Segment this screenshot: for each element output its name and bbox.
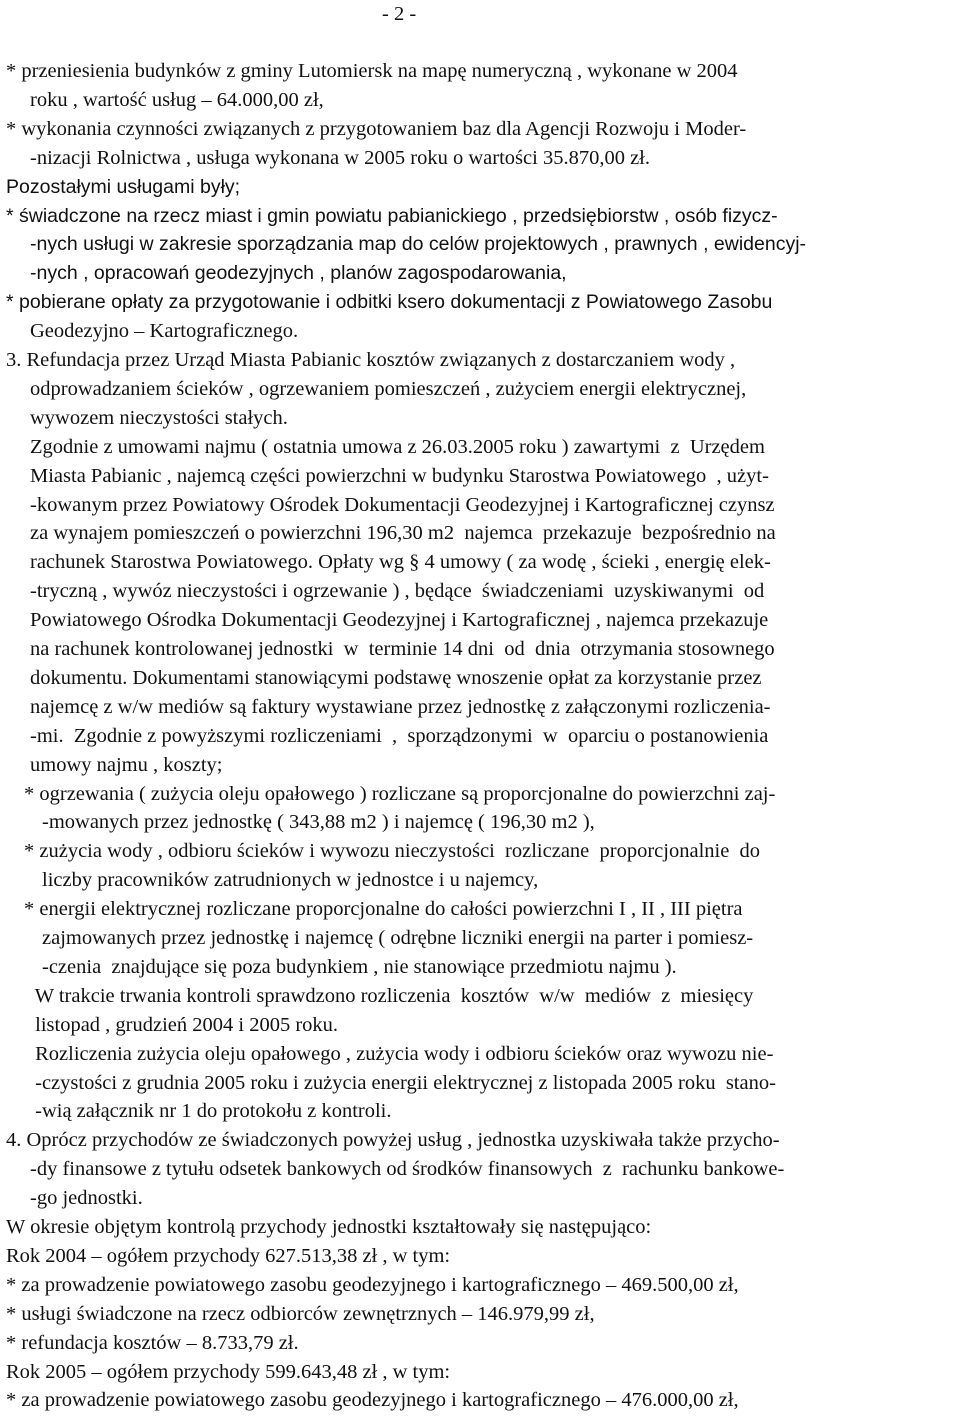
text-line: dokumentu. Dokumentami stanowiącymi podstawę wnoszenie opłat za korzystanie przez	[30, 667, 762, 689]
text-line: -wią załącznik nr 1 do protokołu z kontroli.	[30, 1100, 392, 1122]
text-line: za wynajem pomieszczeń o powierzchni 196,30 m2 najemca przekazuje bezpośrednio na	[30, 522, 776, 544]
text-line: odprowadzaniem ścieków , ogrzewaniem pomieszczeń , zużyciem energii elektrycznej,	[30, 378, 747, 400]
text-line: -czystości z grudnia 2005 roku i zużycia energii elektrycznej z listopada 2005 roku stano-	[30, 1072, 776, 1094]
text-line: Rok 2004 – ogółem przychody 627.513,38 zł , w tym:	[6, 1245, 451, 1267]
text-line: * przeniesienia budynków z gminy Lutomiersk na mapę numeryczną , wykonane w 2004	[6, 60, 738, 82]
text-line: Miasta Pabianic , najemcą części powierzchni w budynku Starostwa Powiatowego , użyt-	[30, 465, 769, 487]
text-line: * zużycia wody , odbioru ścieków i wywozu nieczystości rozliczane proporcjonalnie do	[24, 840, 761, 862]
text-line: umowy najmu , koszty;	[30, 754, 223, 776]
text-line: * za prowadzenie powiatowego zasobu geodezyjnego i kartograficznego – 476.000,00 zł,	[6, 1389, 739, 1411]
text-line: * refundacja kosztów – 8.733,79 zł.	[6, 1332, 299, 1354]
text-line: Powiatowego Ośrodka Dokumentacji Geodezyjnej i Kartograficznej , najemca przekazuje	[30, 609, 769, 631]
text-line: W okresie objętym kontrolą przychody jednostki kształtowały się następująco:	[6, 1216, 652, 1238]
text-line: -dy finansowe z tytułu odsetek bankowych od środków finansowych z rachunku bankowe-	[30, 1158, 785, 1180]
text-line: na rachunek kontrolowanej jednostki w terminie 14 dni od dnia otrzymania stosownego	[30, 638, 775, 660]
text-line: -nych usługi w zakresie sporządzania map do celów projektowych , prawnych , ewidencyj-	[30, 233, 807, 255]
text-line: najemcę z w/w mediów są faktury wystawiane przez jednostkę z załączonymi rozliczenia-	[30, 696, 771, 718]
text-line: roku , wartość usług – 64.000,00 zł,	[30, 89, 324, 111]
text-line: * energii elektrycznej rozliczane proporcjonalne do całości powierzchni I , II , III piętra	[24, 898, 743, 920]
text-line: -nych , opracowań geodezyjnych , planów zagospodarowania,	[30, 262, 567, 284]
text-line: -tryczną , wywóz nieczystości i ogrzewanie ) , będące świadczeniami uzyskiwanymi od	[30, 580, 765, 602]
page-number: - 2 -	[382, 3, 417, 25]
text-line: zajmowanych przez jednostkę i najemcę ( odrębne liczniki energii na parter i pomiesz-	[42, 927, 754, 949]
text-line: -mi. Zgodnie z powyższymi rozliczeniami , sporządzonymi w oparciu o postanowienia	[30, 725, 769, 747]
text-line: * wykonania czynności związanych z przygotowaniem baz dla Agencji Rozwoju i Moder-	[6, 118, 747, 140]
text-line: Rozliczenia zużycia oleju opałowego , zużycia wody i odbioru ścieków oraz wywozu nie-	[30, 1043, 774, 1065]
text-line: 3. Refundacja przez Urząd Miasta Pabianic kosztów związanych z dostarczaniem wody ,	[6, 349, 736, 371]
text-line: Pozostałymi usługami były;	[6, 176, 241, 198]
text-line: rachunek Starostwa Powiatowego. Opłaty wg § 4 umowy ( za wodę , ścieki , energię elek-	[30, 551, 771, 573]
text-line: -go jednostki.	[30, 1187, 143, 1209]
text-line: 4. Oprócz przychodów ze świadczonych powyżej usług , jednostka uzyskiwała także przycho-	[6, 1129, 780, 1151]
text-line: * za prowadzenie powiatowego zasobu geodezyjnego i kartograficznego – 469.500,00 zł,	[6, 1274, 739, 1296]
text-line: Rok 2005 – ogółem przychody 599.643,48 zł , w tym:	[6, 1361, 451, 1383]
text-line: listopad , grudzień 2004 i 2005 roku.	[30, 1014, 339, 1036]
text-line: liczby pracowników zatrudnionych w jednostce i u najemcy,	[42, 869, 539, 891]
text-line: Zgodnie z umowami najmu ( ostatnia umowa z 26.03.2005 roku ) zawartymi z Urzędem	[30, 436, 765, 458]
text-line: wywozem nieczystości stałych.	[30, 407, 288, 429]
text-line: -kowanym przez Powiatowy Ośrodek Dokumentacji Geodezyjnej i Kartograficznej czynsz	[30, 494, 775, 516]
text-line: * usługi świadczone na rzecz odbiorców zewnętrznych – 146.979,99 zł,	[6, 1303, 595, 1325]
text-line: * świadczone na rzecz miast i gmin powiatu pabianickiego , przedsiębiorstw , osób fizycz-	[6, 205, 778, 227]
text-line: W trakcie trwania kontroli sprawdzono rozliczenia kosztów w/w mediów z miesięcy	[30, 985, 754, 1007]
text-line: -nizacji Rolnictwa , usługa wykonana w 2005 roku o wartości 35.870,00 zł.	[30, 147, 650, 169]
text-line: -czenia znajdujące się poza budynkiem , nie stanowiące przedmiotu najmu ).	[42, 956, 677, 978]
text-line: -mowanych przez jednostkę ( 343,88 m2 ) i najemcę ( 196,30 m2 ),	[42, 811, 595, 833]
text-line: Geodezyjno – Kartograficznego.	[30, 320, 299, 342]
text-line: * ogrzewania ( zużycia oleju opałowego ) rozliczane są proporcjonalne do powierzchni zaj-	[24, 783, 776, 805]
text-line: * pobierane opłaty za przygotowanie i odbitki ksero dokumentacji z Powiatowego Zasobu	[6, 291, 773, 313]
